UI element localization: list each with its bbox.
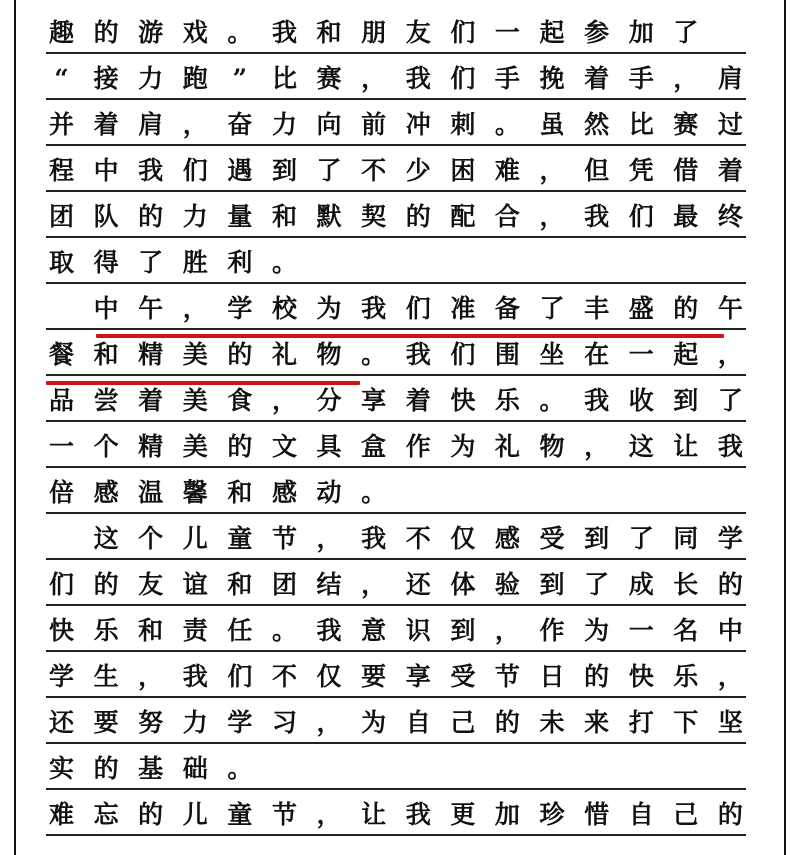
char-cell: 美: [182, 340, 208, 369]
text-line: [46, 560, 746, 606]
char-cell: 了: [717, 386, 743, 415]
char-cell: 。: [494, 110, 520, 139]
char-cell: 更: [450, 800, 476, 829]
char-cell: 快: [628, 662, 654, 691]
char-cell: ，: [584, 432, 610, 461]
char-cell: 着: [93, 110, 119, 139]
char-cell: 个: [138, 524, 164, 553]
char-cell: 受: [539, 524, 565, 553]
char-cell: 不: [271, 662, 297, 691]
char-cell: 们: [450, 64, 476, 93]
char-cell: 准: [450, 294, 476, 323]
line-text: [46, 14, 746, 48]
char-cell: 们: [227, 662, 253, 691]
char-cell: 们: [182, 156, 208, 185]
char-cell: 遇: [227, 156, 253, 185]
line-text: [46, 796, 746, 830]
char-cell: 。: [271, 248, 297, 277]
char-cell: 们: [450, 340, 476, 369]
char-cell: 我: [405, 800, 431, 829]
char-cell: 作: [539, 616, 565, 645]
char-cell: 和: [271, 202, 297, 231]
char-cell: 的: [717, 800, 743, 829]
char-cell: 同: [673, 524, 699, 553]
char-cell: 坚: [717, 708, 743, 737]
char-cell: 生: [93, 662, 119, 691]
char-cell: ，: [316, 708, 342, 737]
char-cell: 识: [405, 616, 431, 645]
char-cell: 。: [227, 754, 253, 783]
text-line: [46, 146, 746, 192]
char-cell: 难: [48, 800, 74, 829]
char-cell: 到: [673, 386, 699, 415]
char-cell: 馨: [182, 478, 208, 507]
char-cell: ，: [494, 616, 520, 645]
char-cell: 打: [628, 708, 654, 737]
char-cell: 量: [227, 202, 253, 231]
text-line: [46, 790, 746, 836]
char-cell: 下: [673, 708, 699, 737]
char-cell: 跑: [182, 64, 208, 93]
char-cell: 少: [405, 156, 431, 185]
char-cell: 力: [182, 708, 208, 737]
char-cell: 最: [673, 202, 699, 231]
char-cell: 的: [584, 662, 610, 691]
char-cell: 一: [494, 18, 520, 47]
char-cell: 友: [405, 18, 431, 47]
char-cell: 儿: [182, 800, 208, 829]
char-cell: 惜: [584, 800, 610, 829]
char-cell: 学: [227, 708, 253, 737]
char-cell: 结: [316, 570, 342, 599]
char-cell: 终: [717, 202, 743, 231]
char-cell: 戏: [182, 18, 208, 47]
char-cell: 仅: [450, 524, 476, 553]
char-cell: 的: [93, 570, 119, 599]
char-cell: 合: [494, 202, 520, 231]
char-cell: 己: [450, 708, 476, 737]
char-cell: 的: [673, 294, 699, 323]
char-cell: 。: [539, 386, 565, 415]
line-text: [46, 290, 746, 324]
char-cell: 冲: [405, 110, 431, 139]
char-cell: 享: [361, 386, 387, 415]
line-text: [46, 336, 746, 370]
line-text: [46, 520, 746, 554]
char-cell: 为: [584, 616, 610, 645]
page-left-border: [14, 0, 16, 855]
char-cell: 加: [494, 800, 520, 829]
char-cell: 。: [361, 340, 387, 369]
char-cell: 赛: [316, 64, 342, 93]
line-text: [46, 612, 746, 646]
char-cell: ，: [717, 662, 743, 691]
char-cell: 凭: [628, 156, 654, 185]
char-cell: 我: [271, 18, 297, 47]
char-cell: 得: [93, 248, 119, 277]
char-cell: 了: [539, 294, 565, 323]
char-cell: 的: [227, 432, 253, 461]
char-cell: 要: [361, 662, 387, 691]
char-cell: 学: [717, 524, 743, 553]
char-cell: 比: [628, 110, 654, 139]
char-cell: 挽: [539, 64, 565, 93]
char-cell: 快: [450, 386, 476, 415]
char-cell: 到: [271, 156, 297, 185]
char-cell: 比: [271, 64, 297, 93]
char-cell: 赛: [673, 110, 699, 139]
char-cell: 长: [673, 570, 699, 599]
char-cell: [46, 294, 77, 324]
text-line: [46, 606, 746, 652]
char-cell: 校: [271, 294, 297, 323]
char-cell: 了: [584, 570, 610, 599]
text-line: [46, 422, 746, 468]
char-cell: 和: [227, 478, 253, 507]
char-cell: 仅: [316, 662, 342, 691]
char-cell: 盒: [361, 432, 387, 461]
char-cell: 感: [271, 478, 297, 507]
char-cell: ，: [361, 570, 387, 599]
char-cell: 我: [584, 202, 610, 231]
char-cell: 契: [361, 202, 387, 231]
text-line: [46, 284, 746, 330]
char-cell: 着: [405, 386, 431, 415]
line-text: [46, 106, 746, 140]
char-cell: 和: [227, 570, 253, 599]
char-cell: 我: [361, 524, 387, 553]
char-cell: 午: [717, 294, 743, 323]
char-cell: 让: [361, 800, 387, 829]
char-cell: 团: [271, 570, 297, 599]
char-cell: 队: [93, 202, 119, 231]
char-cell: 让: [673, 432, 699, 461]
line-text: [46, 382, 746, 416]
text-line: [46, 514, 746, 560]
char-cell: 成: [628, 570, 654, 599]
line-text: [46, 474, 746, 508]
char-cell: 利: [227, 248, 253, 277]
char-cell: 们: [450, 18, 476, 47]
char-cell: 尝: [93, 386, 119, 415]
char-cell: 学: [48, 662, 74, 691]
line-text: [46, 566, 746, 600]
char-cell: ，: [138, 662, 164, 691]
red-underline-2: [46, 381, 360, 385]
char-cell: 温: [138, 478, 164, 507]
char-cell: 精: [138, 432, 164, 461]
char-cell: 前: [361, 110, 387, 139]
char-cell: 快: [48, 616, 74, 645]
char-cell: 我: [717, 432, 743, 461]
char-cell: 难: [494, 156, 520, 185]
char-cell: 手: [628, 64, 654, 93]
char-cell: 珍: [539, 800, 565, 829]
text-line: [46, 100, 746, 146]
char-cell: 们: [628, 202, 654, 231]
char-cell: 体: [450, 570, 476, 599]
line-text: [46, 750, 746, 784]
char-cell: 谊: [182, 570, 208, 599]
char-cell: 了: [628, 524, 654, 553]
char-cell: 收: [628, 386, 654, 415]
char-cell: 自: [405, 708, 431, 737]
char-cell: 乐: [93, 616, 119, 645]
char-cell: 忘: [93, 800, 119, 829]
char-cell: “: [54, 64, 69, 93]
char-cell: 坐: [539, 340, 565, 369]
char-cell: 习: [271, 708, 297, 737]
line-text: [46, 428, 746, 462]
char-cell: 任: [227, 616, 253, 645]
char-cell: 文: [271, 432, 297, 461]
rule-line: [46, 834, 746, 836]
char-cell: 作: [405, 432, 431, 461]
char-cell: 着: [584, 64, 610, 93]
char-cell: ，: [316, 524, 342, 553]
char-cell: 的: [717, 570, 743, 599]
char-cell: 基: [138, 754, 164, 783]
char-cell: 我: [584, 386, 610, 415]
line-text: [46, 198, 746, 232]
char-cell: 了: [138, 248, 164, 277]
char-cell: 未: [539, 708, 565, 737]
char-cell: 我: [182, 662, 208, 691]
char-cell: 个: [93, 432, 119, 461]
char-cell: 础: [182, 754, 208, 783]
char-cell: 取: [48, 248, 74, 277]
text-line: [46, 8, 746, 54]
char-cell: 学: [227, 294, 253, 323]
text-line: [46, 468, 746, 514]
char-cell: 。: [227, 18, 253, 47]
char-cell: 名: [673, 616, 699, 645]
char-cell: 借: [673, 156, 699, 185]
char-cell: 节: [494, 662, 520, 691]
char-cell: 中: [93, 156, 119, 185]
char-cell: 中: [717, 616, 743, 645]
char-cell: ，: [673, 64, 699, 93]
char-cell: 接: [93, 64, 119, 93]
char-cell: 精: [138, 340, 164, 369]
char-cell: 不: [361, 156, 387, 185]
text-line: [46, 192, 746, 238]
char-cell: 力: [182, 202, 208, 231]
char-cell: 和: [138, 616, 164, 645]
red-underline-1: [96, 334, 724, 338]
char-cell: 向: [316, 110, 342, 139]
char-cell: 我: [405, 340, 431, 369]
char-cell: 在: [584, 340, 610, 369]
char-cell: ，: [271, 386, 297, 415]
char-cell: 乐: [494, 386, 520, 415]
char-cell: 了: [673, 18, 699, 47]
char-cell: 礼: [271, 340, 297, 369]
char-cell: 不: [405, 524, 431, 553]
char-cell: 奋: [227, 110, 253, 139]
char-cell: 物: [316, 340, 342, 369]
char-cell: 为: [316, 294, 342, 323]
char-cell: 我: [405, 64, 431, 93]
char-cell: 的: [494, 708, 520, 737]
char-cell: ，: [361, 64, 387, 93]
char-cell: 起: [539, 18, 565, 47]
char-cell: 游: [138, 18, 164, 47]
char-cell: 还: [405, 570, 431, 599]
char-cell: 我: [316, 616, 342, 645]
char-cell: ，: [717, 340, 743, 369]
char-cell: 感: [93, 478, 119, 507]
char-cell: 。: [271, 616, 297, 645]
char-cell: 丰: [584, 294, 610, 323]
char-cell: 刺: [450, 110, 476, 139]
char-cell: 节: [271, 800, 297, 829]
char-cell: 胜: [182, 248, 208, 277]
line-text: [46, 60, 746, 94]
char-cell: 但: [584, 156, 610, 185]
char-cell: ，: [182, 294, 208, 323]
char-cell: 围: [494, 340, 520, 369]
char-cell: 手: [494, 64, 520, 93]
char-cell: 一: [628, 340, 654, 369]
text-line: [46, 744, 746, 790]
char-cell: ，: [182, 110, 208, 139]
char-cell: 分: [316, 386, 342, 415]
char-cell: 困: [450, 156, 476, 185]
char-cell: 的: [93, 18, 119, 47]
char-cell: [46, 524, 77, 554]
char-cell: 责: [182, 616, 208, 645]
char-cell: 到: [450, 616, 476, 645]
line-text: [46, 704, 746, 738]
char-cell: 童: [227, 800, 253, 829]
char-cell: 虽: [539, 110, 565, 139]
char-cell: 意: [361, 616, 387, 645]
char-cell: 和: [93, 340, 119, 369]
char-cell: 倍: [48, 478, 74, 507]
line-text: [46, 152, 746, 186]
char-cell: 验: [494, 570, 520, 599]
char-cell: ，: [316, 800, 342, 829]
char-cell: 起: [673, 340, 699, 369]
char-cell: 礼: [494, 432, 520, 461]
char-cell: 着: [717, 156, 743, 185]
char-cell: 程: [48, 156, 74, 185]
char-cell: 享: [405, 662, 431, 691]
char-cell: 力: [271, 110, 297, 139]
char-cell: 朋: [361, 18, 387, 47]
char-cell: 食: [227, 386, 253, 415]
char-cell: ，: [539, 202, 565, 231]
char-cell: 我: [361, 294, 387, 323]
char-cell: 己: [673, 800, 699, 829]
line-text: [46, 658, 746, 692]
char-cell: 这: [93, 524, 119, 553]
char-cell: 参: [584, 18, 610, 47]
char-cell: 动: [316, 478, 342, 507]
char-cell: 努: [138, 708, 164, 737]
char-cell: ”: [232, 64, 248, 93]
char-cell: 中: [93, 294, 119, 323]
char-cell: 团: [48, 202, 74, 231]
char-cell: 自: [628, 800, 654, 829]
char-cell: 配: [450, 202, 476, 231]
page-right-border: [784, 0, 786, 855]
char-cell: 为: [450, 432, 476, 461]
char-cell: 还: [48, 708, 74, 737]
char-cell: 着: [138, 386, 164, 415]
char-cell: 来: [584, 708, 610, 737]
char-cell: 实: [48, 754, 74, 783]
char-cell: 一: [48, 432, 74, 461]
char-cell: 到: [539, 570, 565, 599]
char-cell: 为: [361, 708, 387, 737]
char-cell: 过: [717, 110, 743, 139]
char-cell: 默: [316, 202, 342, 231]
char-cell: 受: [450, 662, 476, 691]
char-cell: 盛: [628, 294, 654, 323]
char-cell: 并: [48, 110, 74, 139]
char-cell: 肩: [138, 110, 164, 139]
char-cell: 友: [138, 570, 164, 599]
char-cell: 美: [182, 432, 208, 461]
char-cell: 的: [227, 340, 253, 369]
char-cell: 儿: [182, 524, 208, 553]
char-cell: 的: [405, 202, 431, 231]
char-cell: 到: [584, 524, 610, 553]
char-cell: 节: [271, 524, 297, 553]
char-cell: 一: [628, 616, 654, 645]
text-line: [46, 238, 746, 284]
char-cell: 餐: [48, 340, 74, 369]
text-line: [46, 652, 746, 698]
char-cell: 了: [316, 156, 342, 185]
char-cell: 具: [316, 432, 342, 461]
line-text: [46, 244, 746, 278]
char-cell: 。: [361, 478, 387, 507]
char-cell: 日: [539, 662, 565, 691]
char-cell: 美: [182, 386, 208, 415]
char-cell: 的: [138, 800, 164, 829]
char-cell: 的: [138, 202, 164, 231]
char-cell: 乐: [673, 662, 699, 691]
char-cell: 的: [93, 754, 119, 783]
text-line: [46, 698, 746, 744]
char-cell: 力: [138, 64, 164, 93]
char-cell: 物: [539, 432, 565, 461]
char-cell: 要: [93, 708, 119, 737]
char-cell: ，: [539, 156, 565, 185]
char-cell: 和: [316, 18, 342, 47]
char-cell: 童: [227, 524, 253, 553]
char-cell: 午: [138, 294, 164, 323]
char-cell: 这: [628, 432, 654, 461]
char-cell: 我: [138, 156, 164, 185]
char-cell: 们: [48, 570, 74, 599]
char-cell: 品: [48, 386, 74, 415]
char-cell: 加: [628, 18, 654, 47]
text-line: [46, 54, 746, 100]
char-cell: 趣: [48, 18, 74, 47]
char-cell: 然: [584, 110, 610, 139]
char-cell: 备: [494, 294, 520, 323]
char-cell: 们: [405, 294, 431, 323]
char-cell: 感: [494, 524, 520, 553]
char-cell: 肩: [717, 64, 743, 93]
